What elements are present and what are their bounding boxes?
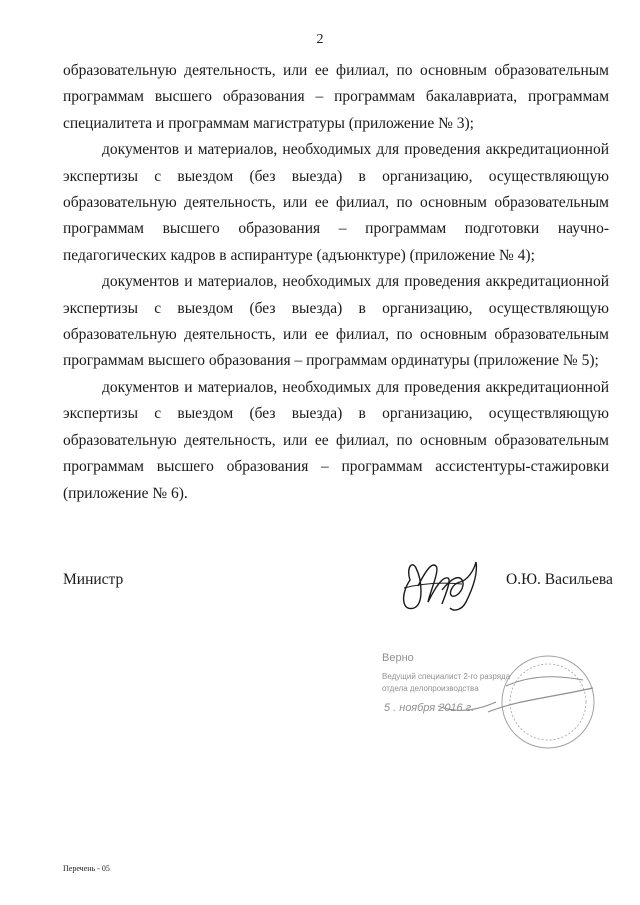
signatory-name: О.Ю. Васильева — [506, 571, 613, 588]
certification-line-1: Ведущий специалист 2-го разряда — [382, 672, 511, 681]
paragraph: документов и материалов, необходимых для проведения аккредитационной экспертизы с выездом (без выезда) в организацию, осуществляющую образовательную деятельность, или ее филиал, по основным образовательным программам высшего образования – программам ассистентуры-стажировки (приложение № 6). — [63, 378, 609, 502]
certification-date: 5 . ноября 2016 г. — [384, 702, 475, 714]
certification-label: Верно — [382, 652, 414, 664]
certification-line-2: отдела делопроизводства — [382, 684, 479, 693]
footer-note: Перечень - 05 — [63, 864, 110, 873]
paragraph-continuation: образовательную деятельность, или ее филиал, по основным образовательным программам высшего образования – программам бакалавриата, программам специалитета и программам магистратуры (приложение № 3); — [63, 62, 609, 132]
official-seal — [378, 640, 618, 750]
paragraph: документов и материалов, необходимых для проведения аккредитационной экспертизы с выездом (без выезда) в организацию, осуществляющую образовательную деятельность, или ее филиал, по основным образовательным программам высшего образования – программам ординатуры (приложение № 5); — [63, 273, 609, 370]
certification-stamp — [378, 640, 618, 750]
page-number: 2 — [316, 32, 324, 47]
paragraph: документов и материалов, необходимых для проведения аккредитационной экспертизы с выездом (без выезда) в организацию, осуществляющую образовательную деятельность, или ее филиал, по основным образовательным программам высшего образования – программам подготовки научно-педагогических кадров в аспирантуре (адъюнктуре) (приложение № 4); — [63, 141, 609, 264]
document-body — [63, 58, 609, 507]
handwritten-signature — [392, 540, 487, 620]
signatory-title: Министр — [63, 571, 124, 588]
